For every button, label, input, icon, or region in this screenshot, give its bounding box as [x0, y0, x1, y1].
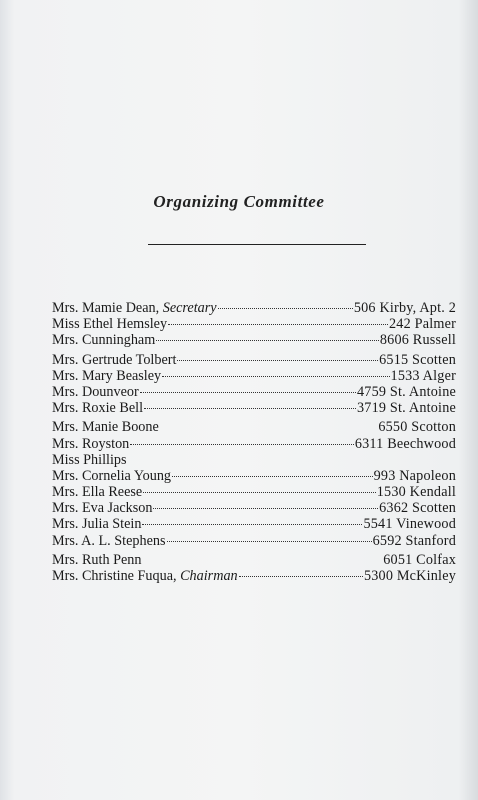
member-name: Mrs. A. L. Stephens — [52, 532, 166, 549]
dot-leader — [130, 444, 354, 445]
member-role: Chairman — [180, 568, 238, 584]
member-name: Mrs. Mamie Dean, Secretary — [52, 300, 217, 316]
list-item — [52, 352, 456, 368]
member-name: Mrs. Manie Boone — [52, 419, 159, 436]
member-address: 8606 Russell — [379, 332, 456, 349]
member-name: Mrs. Dounveor — [52, 383, 139, 400]
list-item — [52, 484, 456, 500]
member-address: 4759 St. Antoine — [357, 383, 456, 400]
member-name: Mrs. Cornelia Young — [52, 467, 172, 484]
list-item — [52, 419, 456, 435]
member-address: 6550 Scotton — [378, 419, 456, 436]
list-item — [52, 468, 456, 484]
list-item — [52, 516, 456, 532]
member-address: 6515 Scotten — [379, 351, 456, 368]
list-item — [52, 436, 456, 452]
member-address: 6592 Stanford — [372, 532, 456, 549]
member-name: Mrs. Eva Jackson — [52, 500, 153, 517]
member-name: Miss Phillips — [52, 451, 127, 468]
member-address: 6051 Colfax — [383, 551, 456, 568]
page-title: Organizing Committee — [153, 192, 325, 211]
list-item — [52, 300, 456, 316]
member-name: Mrs. Ruth Penn — [52, 551, 142, 568]
list-item — [52, 400, 456, 416]
member-address: 1530 Kendall — [376, 484, 456, 501]
title-underline — [148, 244, 366, 245]
member-name: Mrs. Royston — [52, 435, 130, 452]
member-name: Mrs. Mary Beasley — [52, 367, 162, 384]
dot-leader — [218, 308, 353, 309]
dot-leader — [172, 476, 373, 477]
dot-leader — [177, 360, 378, 361]
member-address: 1533 Alger — [390, 367, 456, 384]
member-name: Mrs. Roxie Bell — [52, 400, 144, 417]
member-name: Mrs. Cunningham — [52, 332, 156, 349]
member-address: 6311 Beechwood — [354, 435, 456, 452]
member-address: 5300 McKinley — [363, 568, 456, 584]
dot-leader — [156, 340, 379, 341]
member-name: Mrs. Ella Reese — [52, 484, 143, 501]
member-address: 242 Palmer — [388, 316, 456, 333]
member-address: 6362 Scotten — [379, 500, 456, 517]
list-item — [52, 552, 456, 568]
member-name: Mrs. Gertrude Tolbert — [52, 351, 177, 368]
list-item — [52, 568, 456, 584]
list-item — [52, 500, 456, 516]
list-item — [52, 316, 456, 332]
committee-list — [52, 300, 456, 584]
member-address: 5541 Vinewood — [363, 516, 456, 533]
dot-leader — [167, 541, 372, 542]
member-address: 506 Kirby, Apt. 2 — [353, 300, 456, 316]
dot-leader — [153, 508, 378, 509]
dot-leader — [142, 524, 362, 525]
member-name: Miss Ethel Hemsley — [52, 316, 168, 333]
list-item — [52, 452, 456, 468]
dot-leader — [144, 408, 356, 409]
member-name: Mrs. Julia Stein — [52, 516, 142, 533]
member-address: 993 Napoleon — [373, 467, 456, 484]
list-item — [52, 368, 456, 384]
member-address: 3719 St. Antoine — [357, 400, 456, 417]
list-item — [52, 533, 456, 549]
dot-leader — [239, 576, 363, 577]
list-item — [52, 384, 456, 400]
list-item — [52, 332, 456, 348]
member-name: Mrs. Christine Fuqua, Chairman — [52, 568, 238, 584]
member-role: Secretary — [162, 300, 217, 316]
dot-leader — [140, 392, 356, 393]
dot-leader — [143, 492, 376, 493]
dot-leader — [162, 376, 389, 377]
dot-leader — [168, 324, 388, 325]
